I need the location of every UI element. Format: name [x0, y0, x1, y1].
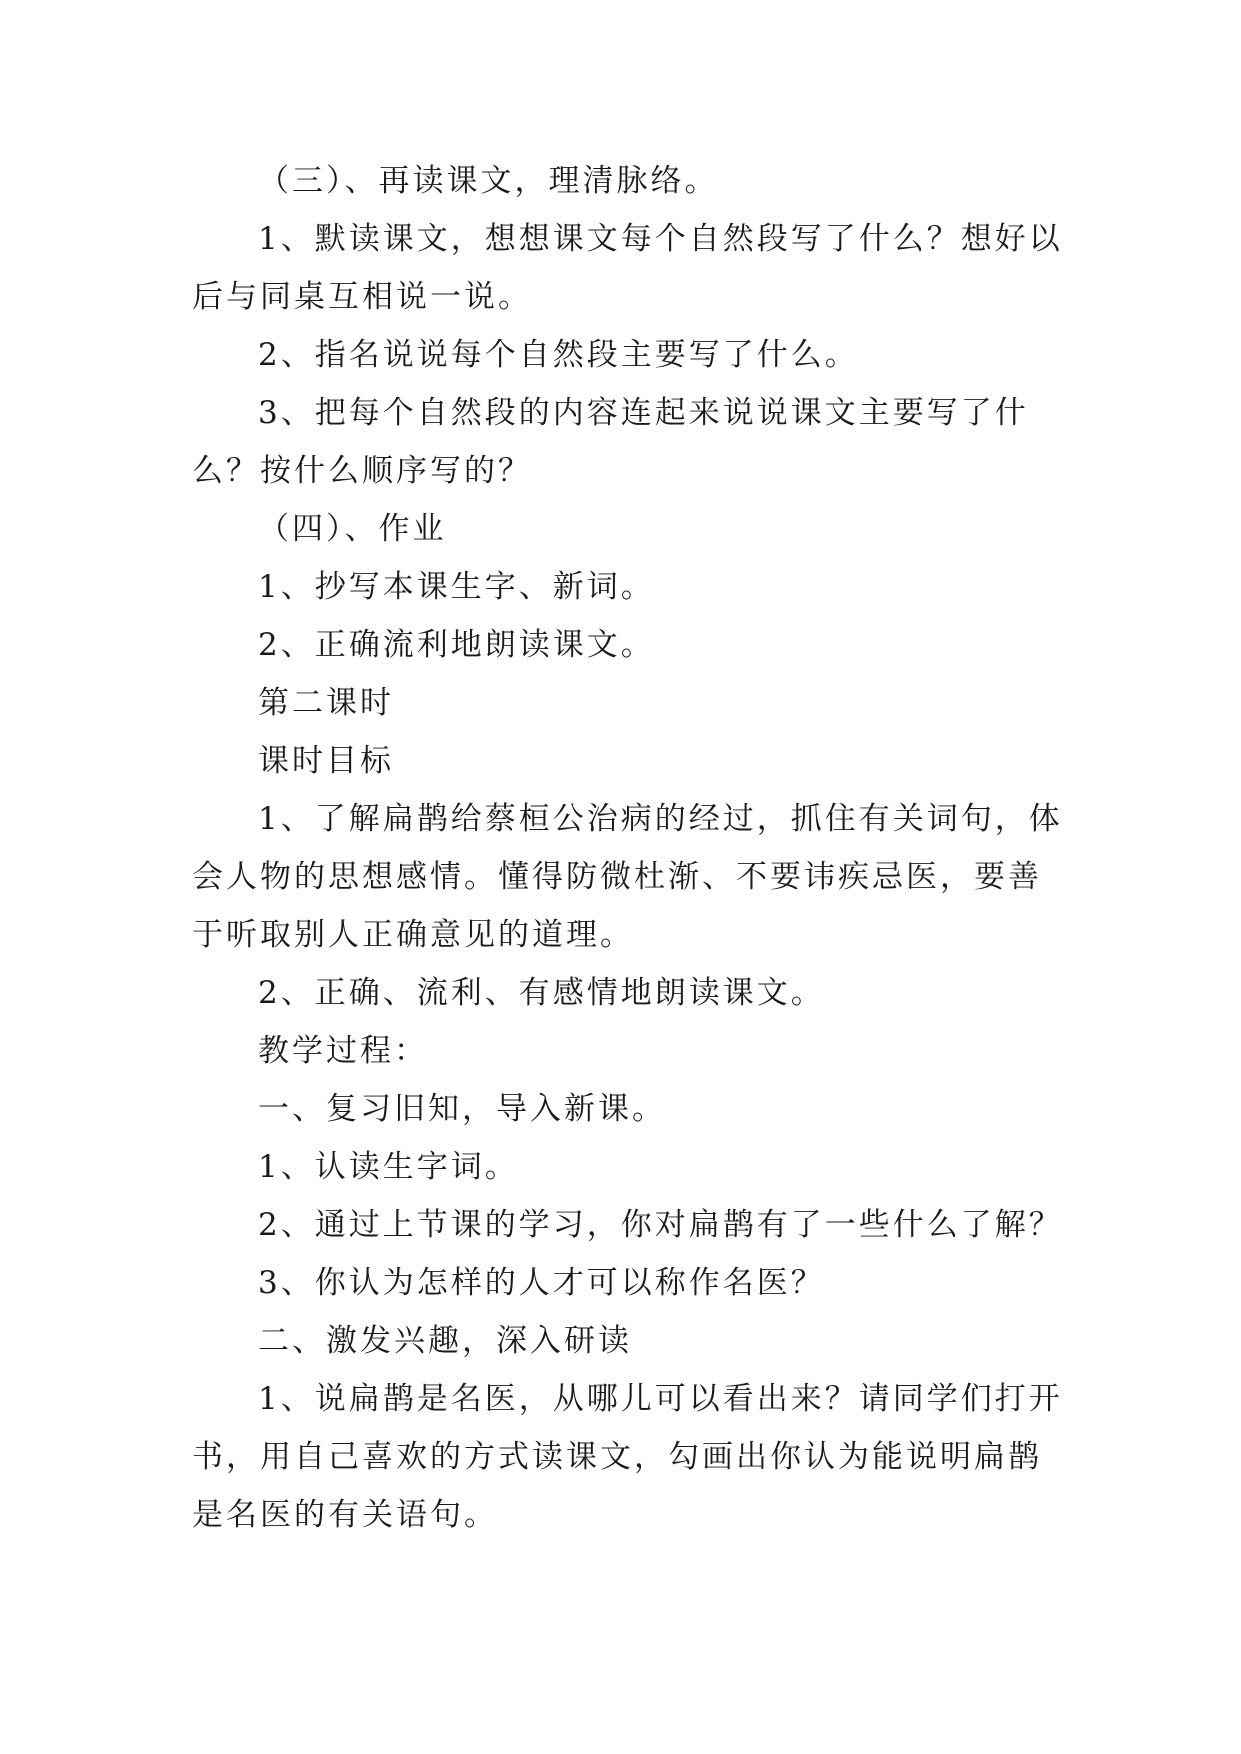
paragraph: 2、正确流利地朗读课文。: [258, 627, 655, 663]
paragraph: 2、通过上节课的学习，你对扁鹊有了一些什么了解？: [258, 1207, 1063, 1243]
step-heading-2: 二、激发兴趣，深入研读: [258, 1323, 632, 1359]
objectives-heading: 课时目标: [258, 743, 394, 779]
document-body: [192, 152, 1072, 1544]
lesson-heading: 第二课时: [258, 685, 394, 721]
section-heading-4: （四）、作业: [258, 511, 447, 547]
paragraph: 3、你认为怎样的人才可以称作名医？: [258, 1265, 825, 1301]
section-heading-3: （三）、再读课文，理清脉络。: [258, 163, 719, 199]
paragraph: 1、认读生字词。: [258, 1149, 519, 1185]
paragraph: 2、正确、流利、有感情地朗读课文。: [258, 975, 825, 1011]
paragraph: 1、了解扁鹊给蔡桓公治病的经过，抓住有关词句，体会人物的思想感情。懂得防微杜渐、不要讳疾忌医，要善于听取别人正确意见的道理。: [192, 801, 1063, 953]
paragraph: 1、说扁鹊是名医，从哪儿可以看出来？请同学们打开书，用自己喜欢的方式读课文，勾画出你认为能说明扁鹊是名医的有关语句。: [192, 1381, 1063, 1533]
step-heading-1: 一、复习旧知，导入新课。: [258, 1091, 666, 1127]
process-heading: 教学过程：: [258, 1033, 428, 1069]
paragraph: 1、默读课文，想想课文每个自然段写了什么？想好以后与同桌互相说一说。: [192, 221, 1063, 315]
paragraph: 2、指名说说每个自然段主要写了什么。: [258, 337, 859, 373]
paragraph: 3、把每个自然段的内容连起来说说课文主要写了什么？按什么顺序写的？: [192, 395, 1029, 489]
paragraph: 1、抄写本课生字、新词。: [258, 569, 655, 605]
